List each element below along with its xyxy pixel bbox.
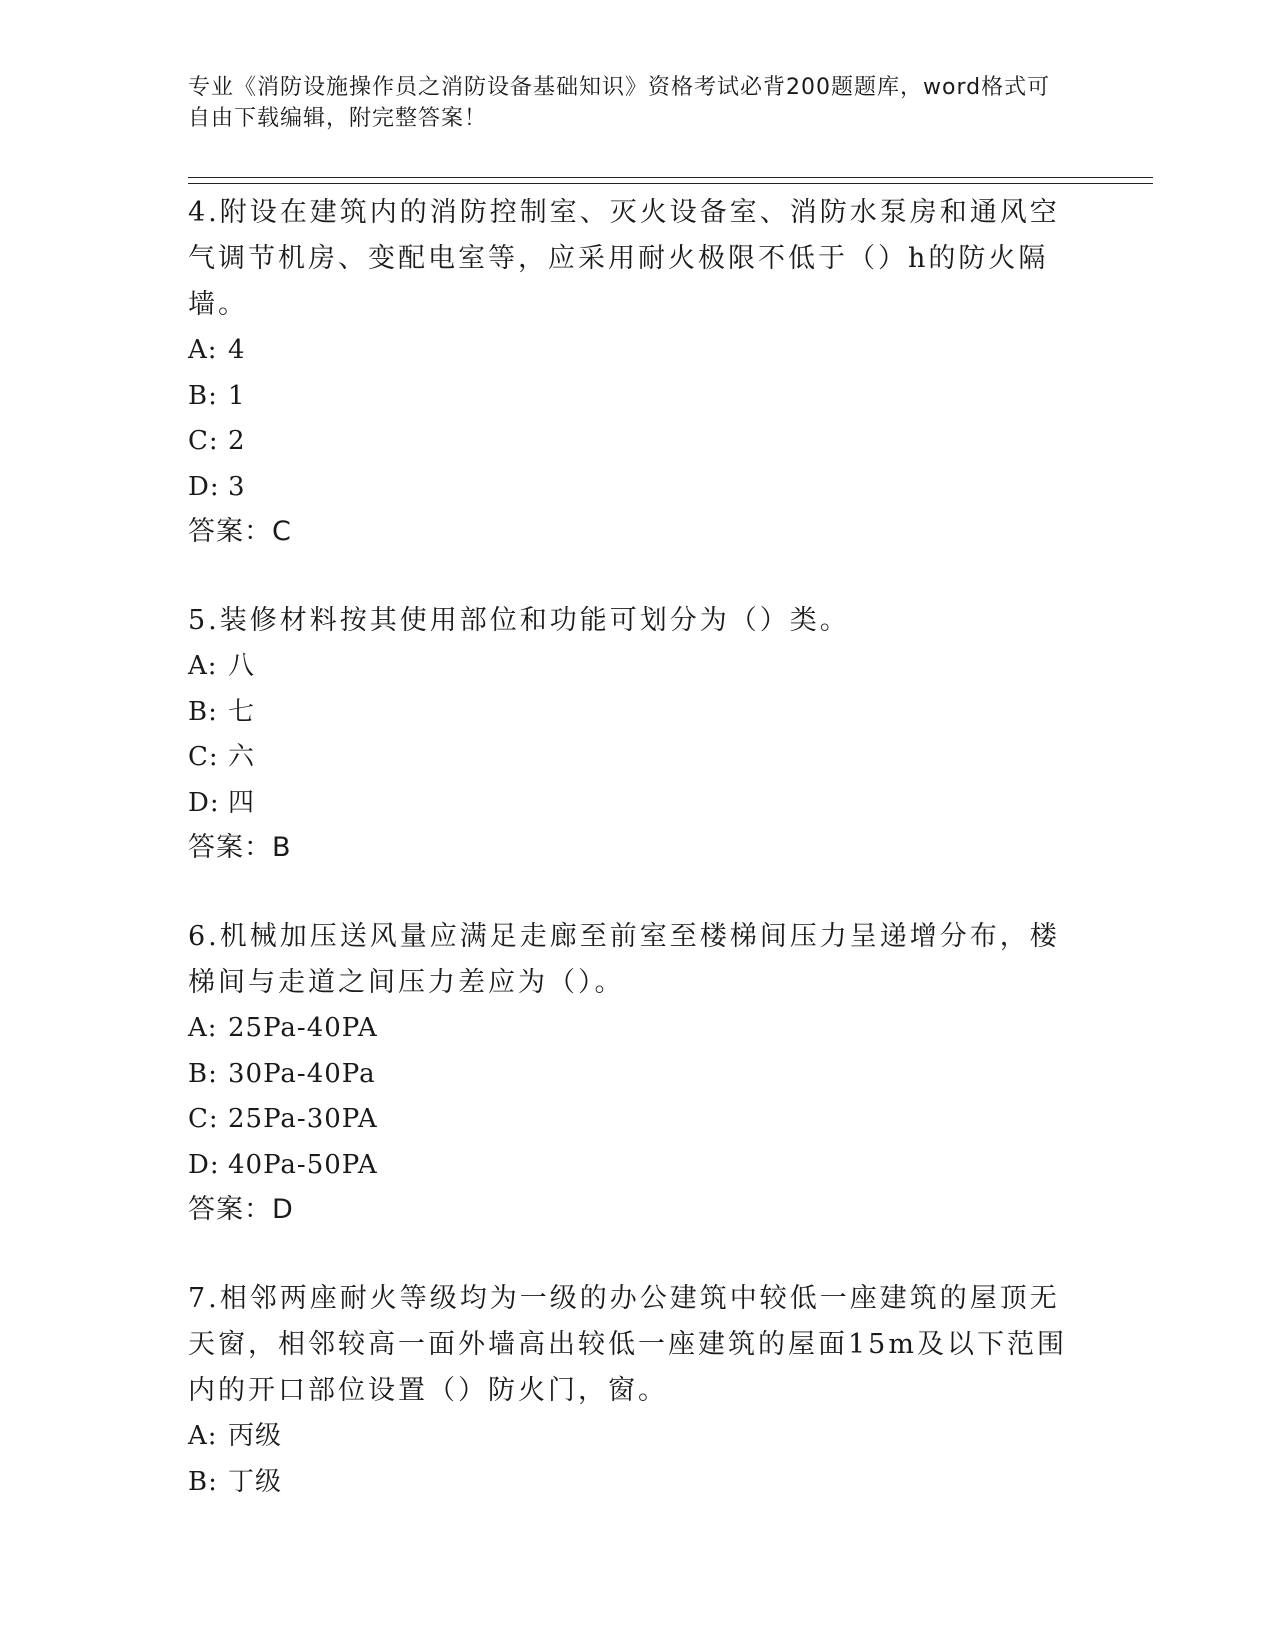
option-label: D: — [188, 787, 220, 818]
option-b — [188, 690, 1068, 736]
option-c — [188, 1097, 1068, 1143]
option-a — [188, 644, 1068, 690]
option-label: C: — [188, 742, 219, 772]
option-b — [188, 1460, 1068, 1506]
option-value: 四 — [228, 787, 256, 818]
option-label: A: — [188, 335, 218, 365]
question-5 — [188, 598, 1068, 870]
question-text: 4.附设在建筑内的消防控制室、灭火设备室、消防水泵房和通风空气调节机房、变配电室等，应采用耐火极限不低于（）h的防火隔墙。 — [188, 197, 1060, 320]
option-value: 六 — [228, 742, 256, 772]
question-7 — [188, 1276, 1068, 1505]
option-c — [188, 735, 1068, 781]
option-value: 30Pa-40Pa — [228, 1058, 376, 1089]
option-value: 1 — [228, 380, 246, 411]
option-b — [188, 1052, 1068, 1098]
divider-line-bottom — [188, 183, 1153, 184]
question-list — [188, 190, 1068, 1505]
option-d — [188, 781, 1068, 827]
option-d — [188, 465, 1068, 511]
option-value: 八 — [228, 651, 256, 681]
option-label: B: — [188, 1466, 218, 1497]
option-a — [188, 328, 1068, 374]
option-value: 2 — [228, 426, 246, 456]
option-value: 25Pa-40PA — [228, 1013, 378, 1043]
option-value: 25Pa-30PA — [228, 1104, 378, 1134]
option-label: C: — [188, 426, 219, 456]
option-label: B: — [188, 380, 218, 411]
option-value: 4 — [228, 335, 246, 365]
option-value: 40Pa-50PA — [228, 1149, 378, 1180]
option-label: C: — [188, 1104, 219, 1134]
answer-text: 答案：D — [188, 1194, 294, 1225]
option-b — [188, 374, 1068, 420]
option-c — [188, 419, 1068, 465]
question-6 — [188, 914, 1068, 1232]
option-value: 丁级 — [228, 1466, 283, 1497]
question-4 — [188, 190, 1068, 554]
option-value: 3 — [228, 471, 246, 502]
question-text: 5.装修材料按其使用部位和功能可划分为（）类。 — [188, 605, 850, 636]
option-label: A: — [188, 1421, 218, 1451]
option-a — [188, 1414, 1068, 1460]
option-label: A: — [188, 1013, 218, 1043]
option-value: 七 — [228, 696, 256, 727]
option-d — [188, 1143, 1068, 1189]
option-label: B: — [188, 1058, 218, 1089]
option-a — [188, 1006, 1068, 1052]
document-title: 专业《消防设施操作员之消防设备基础知识》资格考试必背200题题库，word格式可自由下载编辑，附完整答案！ — [188, 75, 1051, 131]
answer-text: 答案：B — [188, 832, 292, 863]
option-label: B: — [188, 696, 218, 727]
divider-line-top — [188, 177, 1153, 178]
question-text: 6.机械加压送风量应满足走廊至前室至楼梯间压力呈递增分布，楼梯间与走道之间压力差应为（）。 — [188, 921, 1060, 998]
question-text: 7.相邻两座耐火等级均为一级的办公建筑中较低一座建筑的屋顶无天窗，相邻较高一面外墙高出较低一座建筑的屋面15m及以下范围内的开口部位设置（）防火门，窗。 — [188, 1283, 1067, 1406]
option-value: 丙级 — [228, 1421, 283, 1451]
answer-text: 答案：C — [188, 516, 292, 547]
option-label: D: — [188, 471, 220, 502]
option-label: D: — [188, 1149, 220, 1180]
option-label: A: — [188, 651, 218, 681]
